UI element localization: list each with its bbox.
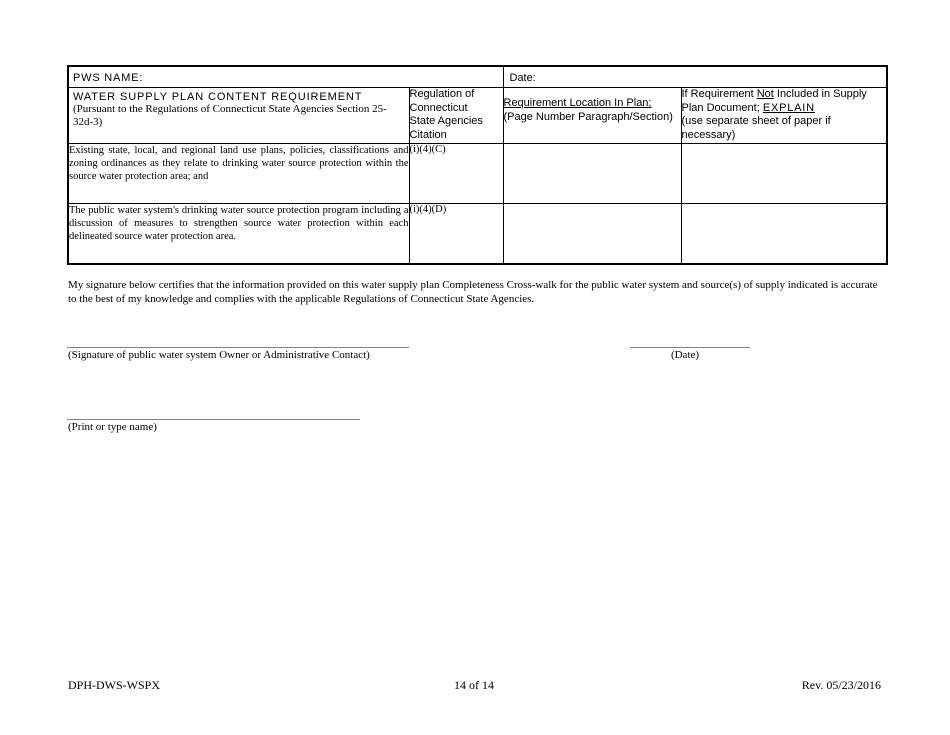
content-requirement-subtitle: (Pursuant to the Regulations of Connecticut State Agencies Section 25-32d-3)	[73, 103, 387, 128]
pws-name-row	[68, 66, 887, 88]
explain-input-cell[interactable]	[681, 144, 887, 204]
not-included-text: If Requirement	[681, 88, 757, 100]
owner-signature-line[interactable]	[67, 347, 409, 348]
location-input-cell[interactable]	[503, 144, 681, 204]
table-row	[68, 204, 887, 264]
requirement-text: Existing state, local, and regional land use plans, policies, classifications and zoning ordinances as they relate to drinking water source protection within the source water protection area; and	[68, 144, 409, 204]
not-word: Not	[756, 88, 774, 100]
requirement-text: The public water system's drinking water source protection program including a discussion of measures to strengthen source water protection within each delineated source water protection area.	[68, 204, 409, 264]
header-row	[68, 88, 887, 144]
content-requirement-header	[68, 88, 409, 144]
page-number: 14 of 14	[454, 678, 494, 692]
location-header-detail: (Page Number Paragraph/Section)	[503, 110, 673, 123]
not-included-note: (use separate sheet of paper if necessary)	[681, 115, 831, 141]
form-code: DPH-DWS-WSPX	[68, 678, 161, 692]
citation-value: (i)(4)(C)	[409, 144, 503, 204]
citation-header-line: Regulation of	[409, 88, 475, 100]
citation-header-line: Connecticut	[409, 101, 468, 114]
explain-word: EXPLAIN	[762, 101, 815, 114]
table-row	[68, 144, 887, 204]
print-name-line[interactable]	[67, 419, 360, 420]
explain-input-cell[interactable]	[681, 204, 887, 264]
date-label: Date:	[509, 72, 536, 84]
citation-header-line: State Agencies	[409, 115, 483, 127]
location-header-title: Requirement Location In Plan;	[503, 97, 652, 109]
citation-header-line: Citation	[409, 128, 447, 141]
pws-name-field[interactable]	[68, 66, 503, 88]
pws-name-label: PWS NAME:	[73, 72, 144, 84]
not-included-header	[681, 88, 887, 144]
print-name-label: (Print or type name)	[68, 421, 157, 433]
date-signature-line[interactable]	[630, 347, 750, 348]
not-included-text: Included in Supply Plan Document;	[681, 88, 867, 114]
signature-date-label: (Date)	[670, 349, 700, 361]
owner-signature-label: (Signature of public water system Owner or Administrative Contact)	[68, 349, 370, 361]
requirements-table	[67, 65, 888, 265]
certification-statement: My signature below certifies that the information provided on this water supply plan Completeness Cross-walk for the public water system and source(s) of supply indicated is accurate to the best of my knowledge and complies with the applicable Regulations of Connecticut State Agencies.	[68, 279, 878, 305]
location-input-cell[interactable]	[503, 204, 681, 264]
content-requirement-title: WATER SUPPLY PLAN CONTENT REQUIREMENT	[73, 91, 363, 103]
revision-date: Rev. 05/23/2016	[801, 678, 881, 692]
citation-value: (i)(4)(D)	[409, 204, 503, 264]
location-header	[503, 88, 681, 144]
citation-header	[409, 88, 503, 144]
date-field[interactable]	[503, 66, 887, 88]
